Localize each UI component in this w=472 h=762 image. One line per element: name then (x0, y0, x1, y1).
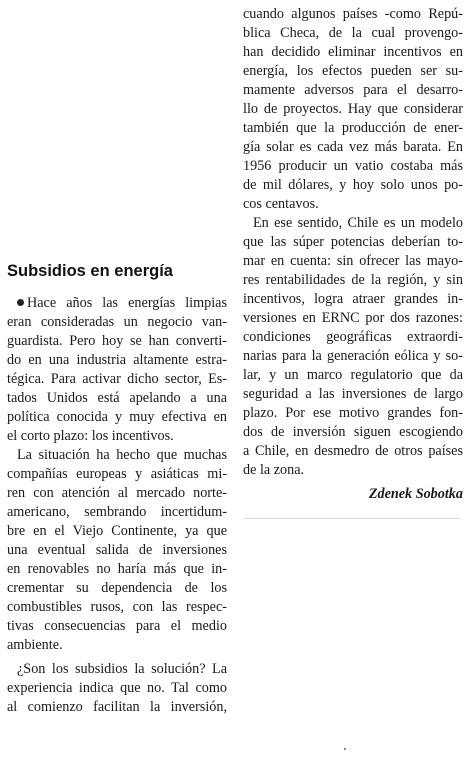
divider (243, 518, 461, 519)
right-column (243, 0, 463, 762)
line-text: Hace años las energías limpias (27, 295, 227, 311)
article-line: guardista. Pero hoy se han converti- (7, 333, 227, 349)
article-line: eran consideradas un negocio van- (7, 314, 227, 330)
left-column (7, 0, 227, 762)
article-line: En ese sentido, Chile es un modelo (253, 215, 463, 231)
article-line: una eventual salida de inversiones (7, 542, 227, 558)
article-line: tados Unidos está apelando a una (7, 390, 227, 406)
article-line: de mil dólares, y hoy solo unos po- (243, 177, 463, 193)
article-line: mar en cuenta: sin ofrecer las mayo- (243, 253, 463, 269)
article-line: bre en el Viejo Continente, ya que (7, 523, 227, 539)
article-line: llo de proyectos. Hay que considerar (243, 101, 463, 117)
article-line: gía solar es cada vez más barata. En (243, 139, 463, 155)
article-line: tivas consecuencias para el medio (7, 618, 227, 634)
article-line: res rentabilidades de la región, y sin (243, 272, 463, 288)
article-line: de la zona. (243, 462, 305, 478)
article-line: han decidido eliminar incentivos en (243, 44, 463, 60)
article-line (7, 294, 227, 313)
article-line: blica Checa, de la cual provengo- (243, 25, 463, 41)
article-line: versiones en ERNC por dos razones: (243, 310, 463, 326)
article-line: que las súper potencias deberían to- (243, 234, 463, 250)
article-line: el corto plazo: los incentivos. (7, 428, 174, 444)
article-line: seguridad a las inversiones de largo (243, 386, 463, 402)
article-line: americano, sembrando incertidum- (7, 504, 227, 520)
article-line: política conocida y muy efectiva en (7, 409, 227, 425)
article-line: do en una industria altamente estra- (7, 352, 227, 368)
article-line: mamente adversos para el desarro- (243, 82, 463, 98)
article-line: cuando algunos países -como Repú- (243, 6, 463, 22)
speck-mark (344, 748, 346, 750)
article-line: ¿Son los subsidios la solución? La (17, 661, 227, 677)
author-byline: Zdenek Sobotka (368, 486, 463, 502)
article-line: dos de inversión siguen escogiendo (243, 424, 463, 440)
article-line: a Chile, en desmedro de otros países (243, 443, 463, 459)
article-line: condiciones geográficas extraordi- (243, 329, 463, 345)
bullet-icon (17, 299, 24, 306)
article-line: combustibles rusos, con las respec- (7, 599, 227, 615)
article-line: también que la producción de ener- (243, 120, 463, 136)
article-line: plazo. Por ese motivo grandes fon- (243, 405, 463, 421)
article-line: ren con atención al mercado norte- (7, 485, 227, 501)
article-heading: Subsidios en energía (7, 262, 173, 280)
article-line: incentivos, logra atraer grandes in- (243, 291, 463, 307)
article-line: crementar su dependencia de los (7, 580, 227, 596)
article-line: lar, y un marco regulatorio que da (243, 367, 463, 383)
article-line: tégica. Para activar dicho sector, Es- (7, 371, 227, 387)
article-line: 1956 producir un vatio costaba más (243, 158, 463, 174)
article-line: al comienzo facilitan la inversión, (7, 699, 227, 715)
article-line: experiencia indica que no. Tal como (7, 680, 227, 696)
article-line: narias para la generación eólica y so- (243, 348, 463, 364)
article-line: energía, los efectos pueden ser su- (243, 63, 463, 79)
article-line: ambiente. (7, 637, 63, 653)
article-line: cos centavos. (243, 196, 319, 212)
article-line: La situación ha hecho que muchas (17, 447, 227, 463)
article-line: compañías europeas y asiáticas mi- (7, 466, 227, 482)
article-line: en renovables no haría más que in- (7, 561, 227, 577)
